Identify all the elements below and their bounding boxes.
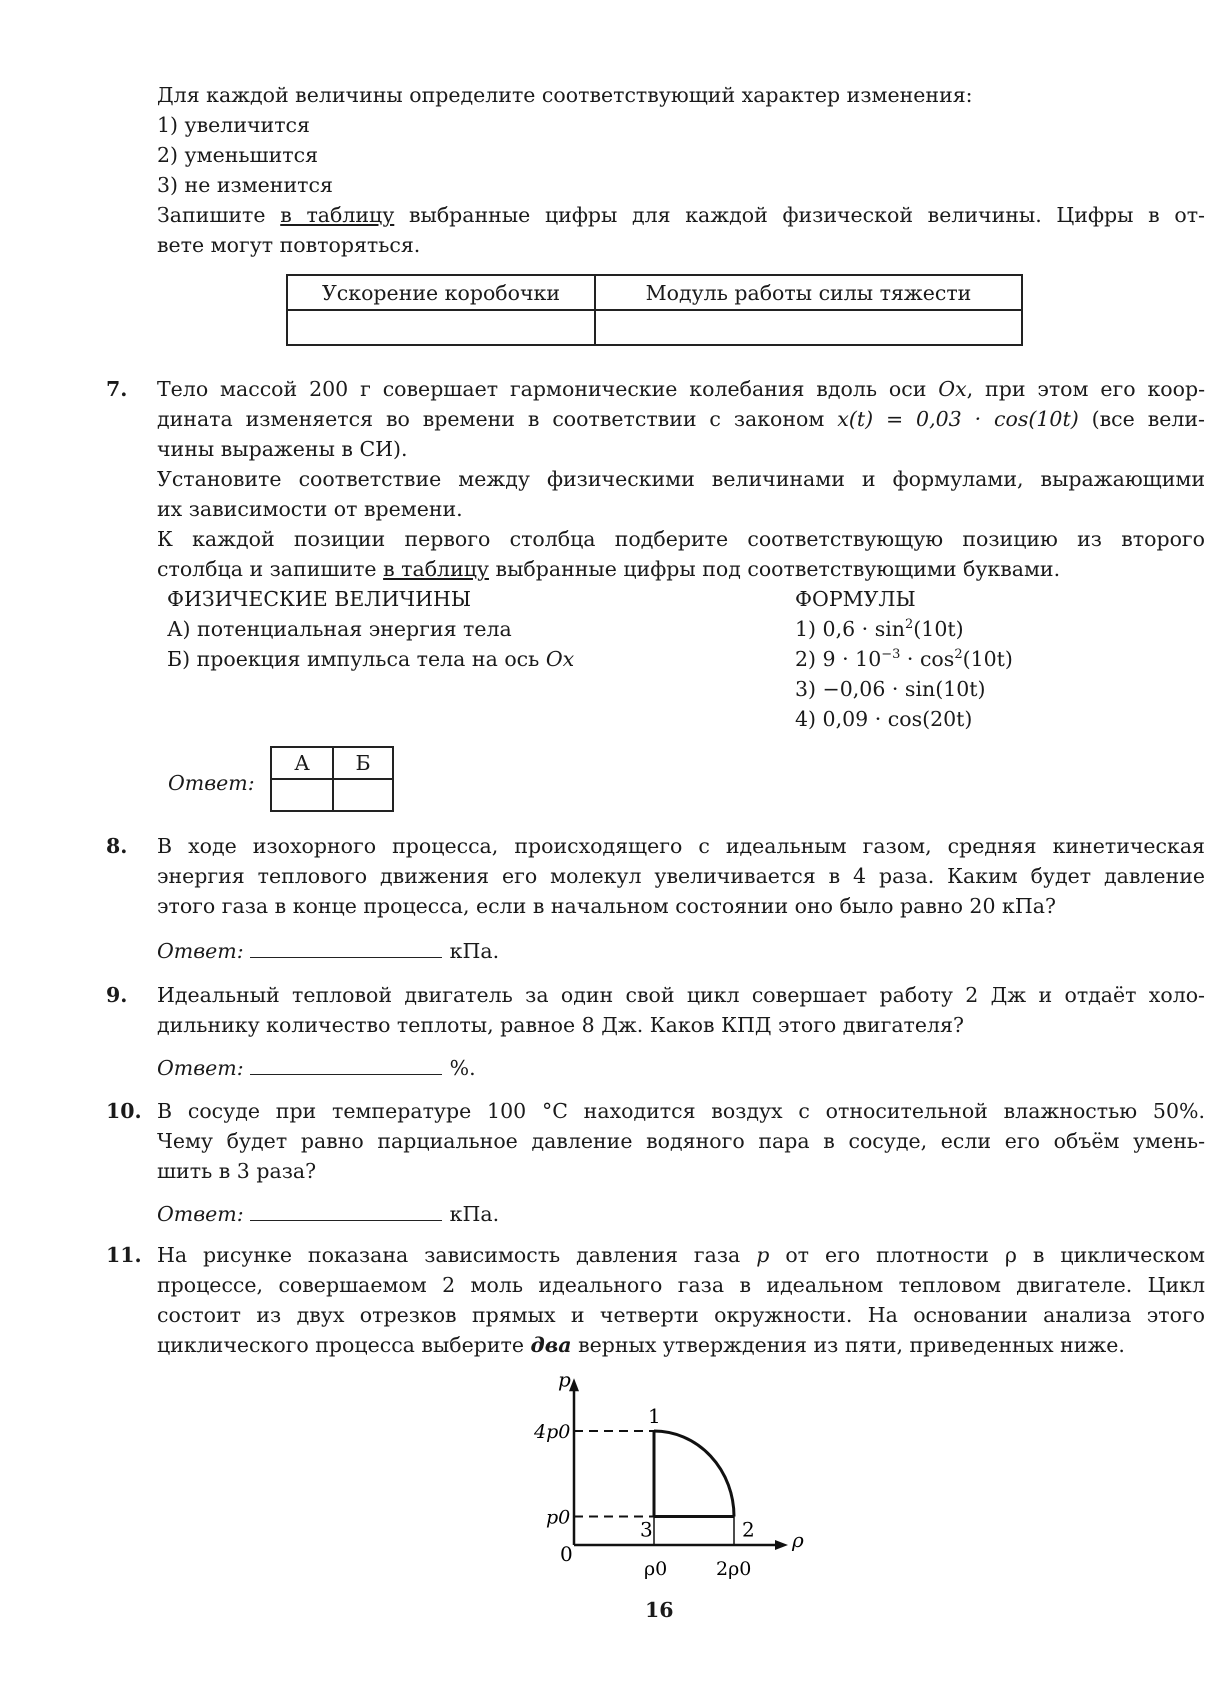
- q9-text: Идеальный тепловой двигатель за один свой цикл совершает работу 2 Дж и отдаёт холо- дильнику количество теплоты, равное 8 Дж. Каков КПД этого двигателя?: [157, 983, 1205, 1037]
- point-label-3: 3: [640, 1517, 653, 1542]
- option-2: 2) уменьшится: [157, 143, 318, 167]
- y-tick-4p0: 4p0: [534, 1421, 571, 1443]
- q7-formula-1: 1) $0,6 \cdot \sin^2(10t)$: [795, 617, 964, 641]
- q10-text: В сосуде при температуре 100 °С находится воздух с относительной влажностью 50%. Чему будет равно парциальное давление водяного пара в сосуде, если его объём умень- шить в 3 раза?: [157, 1099, 1205, 1183]
- option-1: 1) увеличится: [157, 113, 310, 137]
- q7-number: 7.: [106, 377, 128, 401]
- x-axis-arrow: [775, 1540, 788, 1550]
- y-tick-p0: p0: [546, 1506, 571, 1529]
- q10-answer: Ответ: кПа.: [157, 1198, 499, 1229]
- point-label-1: 1: [648, 1404, 661, 1428]
- q7-answer-label: Ответ:: [168, 771, 255, 795]
- q7-answer-cell-a[interactable]: [271, 779, 333, 811]
- table-header-acceleration: Ускорение коробочки: [287, 275, 595, 310]
- q7-formula-2: 2) $9 \cdot 10^{-3} \cdot \cos^2(10t)$: [795, 647, 1013, 671]
- q8-answer: Ответ: кПа.: [157, 935, 499, 966]
- page-number: 16: [645, 1598, 674, 1622]
- q7-formula-3: 3) −0,06 · sin(10t): [795, 677, 986, 701]
- q7-quantity-b: Б) проекция импульса тела на ось Ox: [167, 647, 575, 671]
- q6-answer-table: [286, 274, 1023, 346]
- q8-number: 8.: [106, 834, 128, 858]
- intro-section: Для каждой величины определите соответствующий характер изменения: 1) увеличится 2) уменьшится 3) не изменится Запишите в таблицу выбранные цифры для каждой физической величины. Цифры в от- вете могут повторяться.: [157, 80, 1205, 260]
- q9-answer-field[interactable]: [250, 1052, 442, 1075]
- x-tick-rho0: ρ0: [644, 1558, 668, 1580]
- intro-prompt: Для каждой величины определите соответствующий характер изменения:: [157, 83, 973, 107]
- x-axis-label: ρ: [792, 1528, 804, 1552]
- q7-quantity-a: А) потенциальная энергия тела: [167, 617, 512, 641]
- q10-number: 10.: [106, 1099, 142, 1123]
- q10-answer-field[interactable]: [250, 1198, 442, 1221]
- q7-answer-cell-b[interactable]: [333, 779, 393, 811]
- q9-number: 9.: [106, 983, 128, 1007]
- q8-text: В ходе изохорного процесса, происходящего с идеальным газом, средняя кинетическая энергия теплового движения его молекул увеличивается в 4 раза. Каким будет давление этого газа в конце процесса, если в начальном состоянии оно было равно 20 кПа?: [157, 834, 1205, 918]
- q11-number: 11.: [106, 1243, 142, 1267]
- q7-answer-header-b: Б: [333, 747, 393, 779]
- table-header-gravity-work: Модуль работы силы тяжести: [595, 275, 1022, 310]
- q11-text: На рисунке показана зависимость давления газа p от его плотности ρ в циклическом процессе, совершаемом 2 моль идеального газа в идеальном тепловом двигателе. Цикл состоит из двух отрезков прямых и четверти окружности. На основании анализа этого циклического процесса выберите два верных утверждения из пяти, приведенных ниже.: [157, 1243, 1205, 1357]
- q9-answer: Ответ: %.: [157, 1052, 476, 1083]
- q7-col2-header: ФОРМУЛЫ: [795, 587, 916, 611]
- q7-text: Тело массой 200 г совершает гармонические колебания вдоль оси Ox, при этом его коор- дината изменяется во времени в соответствии с законом x(t) = 0,03 · cos(10t) (все вели- чины выражены в СИ). Установите соответствие между физическими величинами и формулами, выражающими их зависимости от времени. К каждой позиции первого столбца подберите соответствующую позицию из второго столбца и запишите в таблицу выбранные цифры под соответствующими буквами.: [157, 377, 1205, 581]
- x-tick-2rho0: 2ρ0: [716, 1558, 752, 1580]
- q7-col1-header: ФИЗИЧЕСКИЕ ВЕЛИЧИНЫ: [167, 587, 472, 611]
- q7-formula-4: 4) 0,09 · cos(20t): [795, 707, 973, 731]
- q7-answer-header-a: А: [271, 747, 333, 779]
- intro-write-instruction: Запишите в таблицу выбранные цифры для каждой физической величины. Цифры в от-: [157, 203, 1205, 227]
- y-axis-label: p: [558, 1367, 571, 1392]
- origin-label: 0: [560, 1542, 573, 1566]
- p-rho-cycle-chart: [520, 1367, 804, 1585]
- q7-answer-table: [270, 746, 394, 812]
- answer-cell-gravity-work[interactable]: [595, 310, 1022, 345]
- q8-answer-field[interactable]: [250, 935, 442, 958]
- arc-1-2: [654, 1431, 734, 1517]
- point-label-2: 2: [742, 1517, 755, 1542]
- option-3: 3) не изменится: [157, 173, 333, 197]
- answer-cell-acceleration[interactable]: [287, 310, 595, 345]
